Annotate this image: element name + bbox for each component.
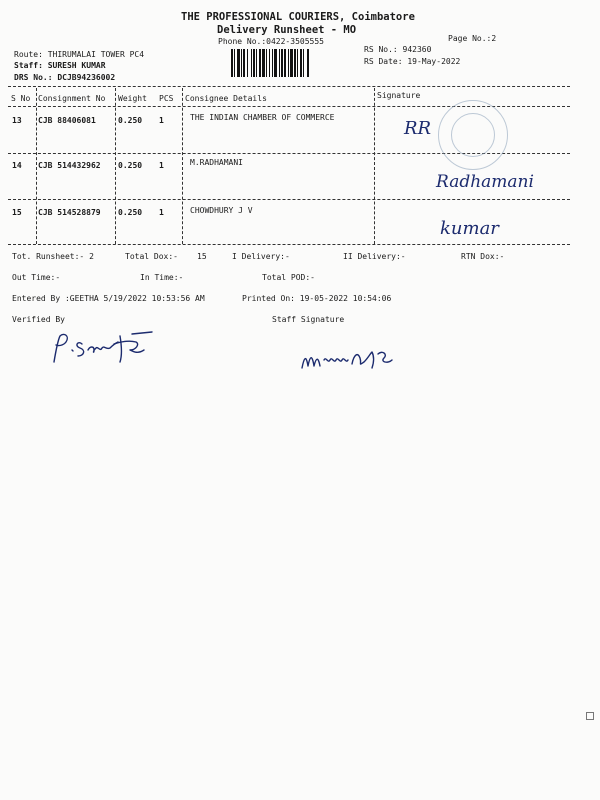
column-header-consignment: Consignment No — [38, 94, 106, 103]
route: Route: THIRUMALAI TOWER PC4 — [14, 50, 145, 59]
table-bottom-rule — [8, 244, 570, 245]
total-dox-value: 15 — [197, 252, 207, 261]
row-signature: RR — [404, 118, 432, 139]
drs-number: DRS No.: DCJB94236002 — [14, 73, 116, 82]
row-signature: Radhamani — [436, 172, 534, 192]
column-header-pcs: PCS — [159, 94, 174, 103]
row-consignee: M.RADHAMANI — [190, 158, 243, 167]
column-divider — [374, 88, 375, 244]
row-pcs: 1 — [159, 161, 164, 170]
barcode — [231, 49, 346, 77]
row-consignment: CJB 88406081 — [38, 116, 96, 125]
staff-name: Staff: SURESH KUMAR — [14, 61, 106, 70]
page-number: Page No.:2 — [448, 34, 497, 43]
column-divider — [115, 88, 116, 244]
total-dox-label: Total Dox:- — [125, 252, 178, 261]
total-runsheet: Tot. Runsheet:- 2 — [12, 252, 94, 261]
row-consignee: CHOWDHURY J V — [190, 206, 253, 215]
row-consignment: CJB 514528879 — [38, 208, 101, 217]
row-consignee: THE INDIAN CHAMBER OF COMMERCE — [190, 113, 335, 122]
row-pcs: 1 — [159, 116, 164, 125]
column-header-weight: Weight — [118, 94, 147, 103]
column-header-consignee: Consignee Details — [185, 94, 267, 103]
staff-signature-mark — [298, 344, 398, 374]
i-delivery: I Delivery:- — [232, 252, 290, 261]
column-divider — [182, 88, 183, 244]
company-stamp — [438, 100, 508, 170]
rs-number: RS No.: 942360 — [364, 45, 432, 54]
row-weight: 0.250 — [118, 116, 143, 125]
row-sno: 13 — [12, 116, 22, 125]
verified-by-signature — [48, 328, 168, 368]
row-weight: 0.250 — [118, 208, 143, 217]
company-name: THE PROFESSIONAL COURIERS, Coimbatore — [181, 11, 415, 23]
ii-delivery: II Delivery:- — [343, 252, 406, 261]
row-pcs: 1 — [159, 208, 164, 217]
out-time: Out Time:- — [12, 273, 61, 282]
entered-by: Entered By :GEETHA 5/19/2022 10:53:56 AM — [12, 294, 205, 303]
column-header-sno: S No — [11, 94, 31, 103]
rtn-dox: RTN Dox:- — [461, 252, 505, 261]
row-signature: kumar — [440, 218, 499, 239]
verified-by-label: Verified By — [12, 315, 65, 324]
document-title: Delivery Runsheet - MO — [217, 24, 357, 36]
row-consignment: CJB 514432962 — [38, 161, 101, 170]
scan-corner-mark — [586, 712, 594, 720]
table-top-rule — [8, 86, 570, 87]
row-divider — [8, 199, 570, 200]
total-pod: Total POD:- — [262, 273, 315, 282]
in-time: In Time:- — [140, 273, 184, 282]
row-sno: 15 — [12, 208, 22, 217]
row-weight: 0.250 — [118, 161, 143, 170]
staff-signature-label: Staff Signature — [272, 315, 345, 324]
column-header-signature: Signature — [377, 91, 421, 100]
printed-on: Printed On: 19-05-2022 10:54:06 — [242, 294, 392, 303]
phone-number: Phone No.:0422-3505555 — [218, 37, 324, 46]
column-divider — [36, 88, 37, 244]
row-sno: 14 — [12, 161, 22, 170]
rs-date: RS Date: 19-May-2022 — [364, 57, 461, 66]
